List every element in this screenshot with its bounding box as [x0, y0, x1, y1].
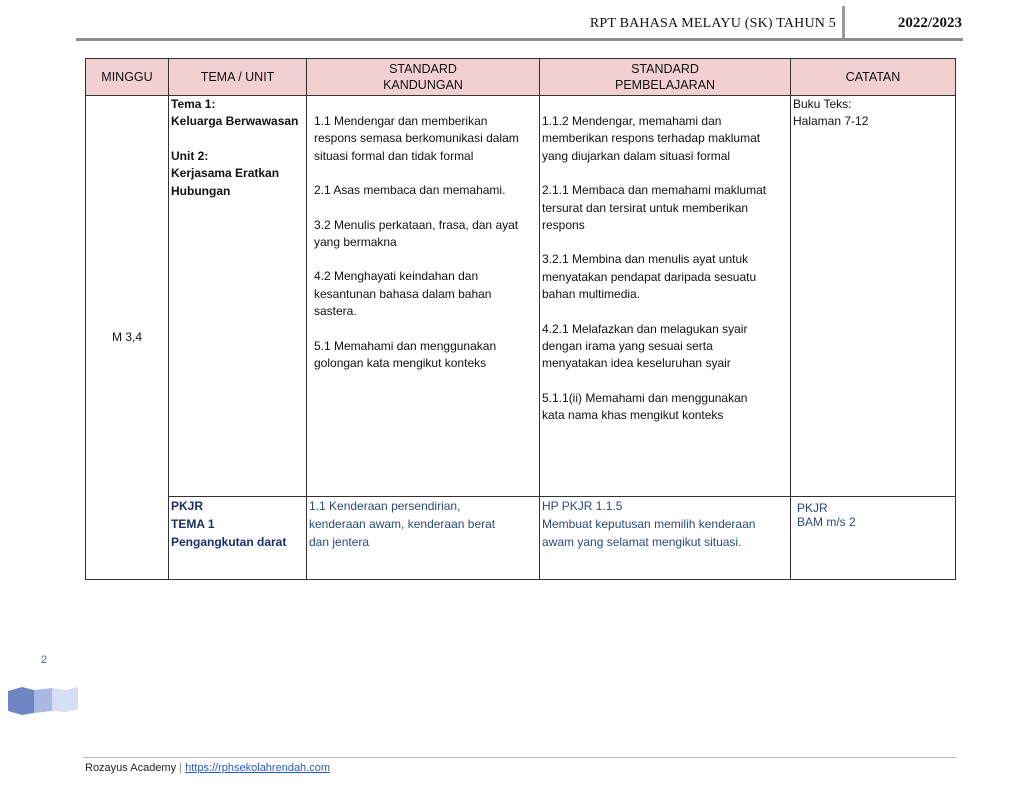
pkjr-catatan-cell: PKJR BAM m/s 2: [791, 497, 956, 580]
header-divider: [842, 6, 845, 40]
rpt-table: [85, 58, 956, 580]
sp-item: 2.1.1 Membaca dan memahami maklumat tersurat dan tersirat untuk memberikan respons: [542, 183, 767, 233]
page-number: 2: [41, 654, 48, 666]
pkjr-tema-cell: [169, 497, 307, 580]
unit-title-line-1: Kerjasama Eratkan: [171, 166, 280, 181]
sp-item: 5.1.1(ii) Memahami dan menggunakan kata nama khas mengikut konteks: [542, 390, 748, 423]
week-cell: M 3,4: [86, 96, 169, 580]
col-header-tema: TEMA / UNIT: [169, 59, 307, 96]
standard-kandungan-cell: [307, 96, 540, 497]
unit-label: Unit 2:: [171, 148, 209, 163]
session-year: 2022/2023: [897, 15, 962, 31]
col-header-standard-kandungan: STANDARD KANDUNGAN: [307, 59, 540, 96]
unit-title-line-2: Hubungan: [171, 183, 231, 198]
page-curl-decoration-icon: [8, 687, 78, 715]
sp-item: 4.2.1 Melafazkan dan melagukan syair dengan irama yang sesuai serta menyatakan idea keseluruhan syair: [542, 321, 748, 371]
document-title: RPT BAHASA MELAYU (SK) TAHUN 5: [589, 16, 836, 31]
pkjr-sk-cell: 1.1 Kenderaan persendirian, kenderaan awam, kenderaan berat dan jentera: [307, 497, 540, 580]
footer-rule: [83, 757, 956, 758]
footer-org: Rozayus Academy: [85, 762, 177, 774]
sk-item: 5.1 Memahami dan menggunakan golongan kata mengikut konteks: [314, 338, 497, 371]
sk-item: 2.1 Asas membaca dan memahami.: [314, 183, 506, 198]
standard-pembelajaran-cell: [540, 96, 791, 497]
sp-item: 1.1.2 Mendengar, memahami dan memberikan respons terhadap maklumat yang diujarkan dalam situasi formal: [542, 114, 761, 163]
table-header-row: [86, 59, 956, 96]
sk-item: 1.1 Mendengar dan memberikan respons semasa berkomunikasi dalam situasi formal dan tidak formal: [314, 114, 519, 163]
catatan-cell: Buku Teks: Halaman 7-12: [791, 96, 956, 497]
footer: [85, 762, 330, 774]
tema-label: Tema 1:: [171, 97, 216, 111]
sk-item: 4.2 Menghayati keindahan dan kesantunan bahasa dalam bahan sastera.: [314, 269, 492, 319]
sk-item: 3.2 Menulis perkataan, frasa, dan ayat yang bermakna: [314, 217, 519, 250]
sp-item: 3.2.1 Membina dan menulis ayat untuk menyatakan pendapat daripada sesuatu bahan multimedia.: [542, 252, 757, 302]
col-header-standard-pembelajaran: STANDARD PEMBELAJARAN: [540, 59, 791, 96]
pkjr-topic: Pengangkutan darat: [171, 535, 287, 549]
col-header-minggu: MINGGU: [86, 59, 169, 96]
table-row: [86, 96, 956, 497]
pkjr-tema-label: TEMA 1: [171, 517, 215, 531]
pkjr-label: PKJR: [171, 499, 204, 513]
header-rule: [76, 38, 963, 41]
table-row-pkjr: [86, 497, 956, 580]
col-header-catatan: CATATAN: [791, 59, 956, 96]
tema-title: Keluarga Berwawasan: [171, 114, 299, 129]
footer-link[interactable]: https://rphsekolahrendah.com: [185, 762, 331, 774]
footer-separator: |: [179, 762, 183, 774]
pkjr-sp-cell: HP PKJR 1.1.5 Membuat keputusan memilih kenderaan awam yang selamat mengikut situasi.: [540, 497, 791, 580]
tema-cell: [169, 96, 307, 497]
